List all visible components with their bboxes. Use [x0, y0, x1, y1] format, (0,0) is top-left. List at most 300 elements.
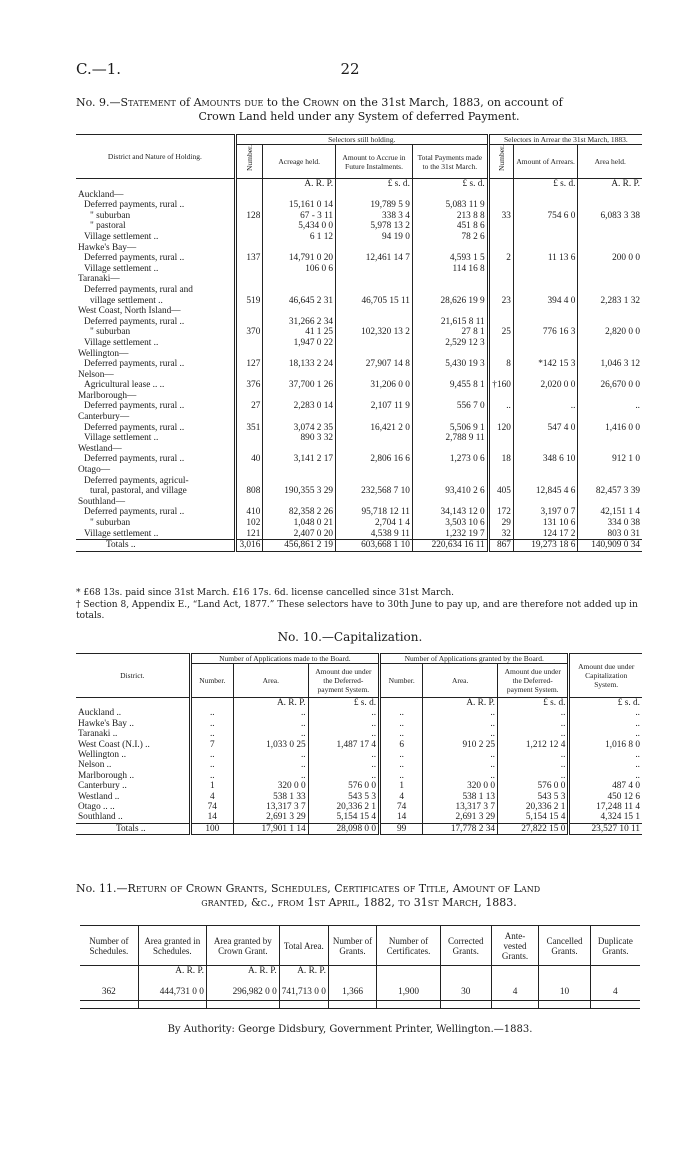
- cell-n2: ..: [380, 719, 423, 729]
- cell-tot: 5,506 9 1: [412, 423, 488, 434]
- cell-a: ..: [233, 729, 308, 739]
- cell-c: 4,324 15 1: [569, 812, 642, 823]
- cell-m: 5,154 15 4: [308, 812, 379, 823]
- cell-n2: [488, 317, 513, 328]
- cell-arr: 11 13 6: [513, 253, 578, 264]
- cell-n: [235, 190, 263, 201]
- cell-area: [578, 243, 642, 254]
- table-row: [76, 243, 642, 254]
- unit-label: [80, 966, 138, 977]
- unit-money: £ s. d.: [308, 698, 379, 709]
- cell-d: West Coast (N.I.) ..: [78, 739, 150, 750]
- table-row: [76, 274, 642, 285]
- cell-area: 803 0 31: [578, 529, 642, 540]
- table-row: [76, 433, 642, 444]
- table-row: [76, 338, 642, 349]
- cell-acre: 15,161 0 14: [263, 200, 336, 211]
- cell-n2: 4: [380, 792, 423, 802]
- table-row: [76, 740, 642, 750]
- cell-n: [235, 317, 263, 328]
- cell-a: 320 0 0: [233, 781, 308, 791]
- cell-d: Nelson ..: [78, 760, 112, 771]
- column-header: Corrected Grants.: [440, 926, 491, 966]
- cell-n2: ..: [380, 760, 423, 770]
- col-area-granted: Area.: [423, 664, 498, 698]
- cell-accr: [336, 349, 413, 360]
- cell-acre: 82,358 2 26: [263, 507, 336, 518]
- cell-tot: 1,232 19 7: [412, 529, 488, 540]
- cell-value: 1,900: [377, 976, 441, 1008]
- cell-arr: [513, 190, 578, 201]
- cell-n2: ..: [380, 771, 423, 781]
- cell-acre: [263, 476, 336, 487]
- cell-n: 127: [235, 359, 263, 370]
- table9-title: No. 9.—Statement of Amounts due to the Crown on the 31st March, 1883, on account of Crown Land held under any System of deferred Payment.: [76, 96, 563, 123]
- table-row: [76, 264, 642, 275]
- unit-label: A. R. P.: [206, 966, 279, 977]
- unit-label: [590, 966, 640, 977]
- cell-area: 912 1 0: [578, 454, 642, 465]
- cell-n: 410: [235, 507, 263, 518]
- cell-n2: [488, 476, 513, 487]
- cell-arr: [513, 433, 578, 444]
- cell-d: tural, pastoral, and village: [90, 486, 187, 497]
- cell-n: 121: [235, 529, 263, 540]
- cell-n: 102: [235, 518, 263, 529]
- column-header: Number of Schedules.: [80, 926, 138, 966]
- cell-value: 296,982 0 0: [206, 976, 279, 1008]
- unit-money: £ s. d.: [498, 698, 569, 709]
- cell-value: 741,713 0 0: [279, 976, 328, 1008]
- cell-area: [578, 391, 642, 402]
- table-row: [76, 518, 642, 529]
- cell-area: [578, 465, 642, 476]
- cell-area: [578, 232, 642, 243]
- cell-tot: 4,593 1 5: [412, 253, 488, 264]
- cell-n2: 120: [488, 423, 513, 434]
- cell-d: Nelson—: [78, 369, 114, 380]
- cell-n: 27: [235, 401, 263, 412]
- cell-n: [235, 370, 263, 381]
- table-row: [76, 529, 642, 540]
- col-amount-deferred: Amount due under the Deferred-payment System.: [308, 664, 379, 698]
- cell-a2: 538 1 13: [423, 792, 498, 802]
- col-acreage: Acreage held.: [263, 145, 336, 179]
- cell-n: [235, 497, 263, 508]
- cell-tot: [412, 465, 488, 476]
- cell-m: 543 5 3: [308, 792, 379, 802]
- cell-d: Deferred payments, rural ..: [84, 507, 185, 518]
- cell-a: ..: [233, 760, 308, 770]
- column-header: Ante-vested Grants.: [491, 926, 539, 966]
- cell-n2: [488, 243, 513, 254]
- cell-n: ..: [190, 750, 233, 760]
- cell-acre: 2,407 0 20: [263, 529, 336, 540]
- cell-n2: 8: [488, 359, 513, 370]
- cell-m: 20,336 2 1: [308, 802, 379, 812]
- cell-acre: [263, 370, 336, 381]
- cell-tot: [412, 412, 488, 423]
- cell-n: [235, 221, 263, 232]
- table-row: [76, 497, 642, 508]
- cell-m2: ..: [498, 719, 569, 729]
- cell-a2: ..: [423, 750, 498, 760]
- table-row: [76, 729, 642, 739]
- cell-n2: [488, 264, 513, 275]
- cell-d: Otago—: [78, 465, 111, 476]
- cell-acre: [263, 285, 336, 296]
- cell-tot: [412, 243, 488, 254]
- cell-arr: [513, 232, 578, 243]
- cell-n2: [488, 285, 513, 296]
- cell-c: ..: [569, 719, 642, 729]
- cell-d: Otago .. ..: [78, 802, 115, 813]
- cell-accr: [336, 285, 413, 296]
- unit-money: £ s. d.: [412, 179, 488, 190]
- cell-area: [578, 338, 642, 349]
- cell-a: 2,691 3 29: [233, 812, 308, 823]
- cell-n2: ..: [488, 401, 513, 412]
- cell-d: Village settlement ..: [84, 337, 159, 348]
- cell-d: Village settlement ..: [84, 433, 159, 444]
- table11-title: No. 11.—Return of Crown Grants, Schedules, Certificates of Title, Amount of Land granted, &c., from 1st April, 1882, to 31st March, 1883.: [76, 882, 541, 909]
- cell-tot: [412, 274, 488, 285]
- cell-n: 4: [190, 792, 233, 802]
- cell-area: 6,083 3 38: [578, 211, 642, 222]
- table-row: [76, 465, 642, 476]
- cell-arr: [513, 349, 578, 360]
- cell-arr: 776 16 3: [513, 327, 578, 338]
- cell-c: 1,016 8 0: [569, 740, 642, 750]
- cell-m2: ..: [498, 750, 569, 760]
- cell-d: Westland ..: [78, 791, 120, 802]
- table-row: [76, 760, 642, 770]
- cell-c: ..: [569, 771, 642, 781]
- col-capitalization: Amount due under Capitalization System.: [569, 654, 642, 698]
- cell-accr: [336, 497, 413, 508]
- cell-n2: 1: [380, 781, 423, 791]
- unit-area: A. R. P.: [578, 179, 642, 190]
- cell-a2: 13,317 3 7: [423, 802, 498, 812]
- cell-arr: 754 6 0: [513, 211, 578, 222]
- cell-m: ..: [308, 760, 379, 770]
- col-number-arrear: Number.: [496, 145, 506, 172]
- table-row: [76, 370, 642, 381]
- cell-n2: 2: [488, 253, 513, 264]
- cell-n2: [488, 497, 513, 508]
- cell-tot: 5,430 19 3: [412, 359, 488, 370]
- cell-acre: 46,645 2 31: [263, 296, 336, 307]
- cell-arr: [513, 243, 578, 254]
- cell-a: ..: [233, 750, 308, 760]
- group-granted: Number of Applications granted by the Board.: [380, 654, 569, 664]
- cell-tot: 34,143 12 0: [412, 507, 488, 518]
- cell-n: 1: [190, 781, 233, 791]
- cell-acre: 106 0 6: [263, 264, 336, 275]
- cell-area: [578, 221, 642, 232]
- cell-accr: 16,421 2 0: [336, 423, 413, 434]
- cell-n: [235, 338, 263, 349]
- table-row: [76, 221, 642, 232]
- cell-area: [578, 497, 642, 508]
- cell-a2: 2,691 3 29: [423, 812, 498, 823]
- cell-accr: [336, 338, 413, 349]
- cell-d: Wellington—: [78, 348, 129, 359]
- cell-d: Taranaki ..: [78, 729, 118, 740]
- table-row: [76, 454, 642, 465]
- unit-label: A. R. P.: [279, 966, 328, 977]
- table9-totals-row: Totals .. 3,016 456,861 2 19 603,668 1 10 220,634 16 11 867 19,273 18 6 140,909 0 34: [76, 540, 642, 552]
- cell-accr: 94 19 0: [336, 232, 413, 243]
- document-reference: C.—1.: [76, 60, 122, 78]
- cell-accr: 12,461 14 7: [336, 253, 413, 264]
- cell-acre: 3,074 2 35: [263, 423, 336, 434]
- cell-n2: †160: [488, 380, 513, 391]
- cell-n2: ..: [380, 750, 423, 760]
- cell-area: [578, 317, 642, 328]
- cell-m: ..: [308, 729, 379, 739]
- unit-acre: A. R. P.: [263, 179, 336, 190]
- cell-d: Deferred payments, rural ..: [84, 253, 185, 264]
- cell-tot: [412, 476, 488, 487]
- cell-area: ..: [578, 401, 642, 412]
- page-number: 22: [340, 60, 360, 78]
- cell-acre: [263, 391, 336, 402]
- cell-area: 26,670 0 0: [578, 380, 642, 391]
- cell-d: " suburban: [90, 210, 131, 221]
- cell-n: 376: [235, 380, 263, 391]
- cell-m2: 1,212 12 4: [498, 740, 569, 750]
- cell-arr: [513, 338, 578, 349]
- cell-n2: 405: [488, 486, 513, 497]
- table9-footnote-2: † Section 8, Appendix E., “Land Act, 1877.” These selectors have to 30th June to pay up, and are therefore not added up in totals.: [76, 600, 638, 621]
- cell-arr: [513, 285, 578, 296]
- cell-d: Deferred payments, rural ..: [84, 454, 185, 465]
- cell-tot: 28,626 19 9: [412, 296, 488, 307]
- group-made: Number of Applications made to the Board.: [190, 654, 379, 664]
- cell-m2: 5,154 15 4: [498, 812, 569, 823]
- cell-n2: [488, 465, 513, 476]
- cell-acre: [263, 444, 336, 455]
- cell-n: [235, 232, 263, 243]
- cell-acre: 31,266 2 34: [263, 317, 336, 328]
- cell-a: 538 1 33: [233, 792, 308, 802]
- cell-a2: 910 2 25: [423, 740, 498, 750]
- cell-n2: 33: [488, 211, 513, 222]
- cell-acre: 67 - 3 11: [263, 211, 336, 222]
- cell-tot: [412, 391, 488, 402]
- cell-acre: 41 1 25: [263, 327, 336, 338]
- table-row: [76, 253, 642, 264]
- cell-accr: 2,107 11 9: [336, 401, 413, 412]
- cell-d: Southland—: [78, 496, 126, 507]
- cell-value: 362: [80, 976, 138, 1008]
- cell-c: 450 12 6: [569, 792, 642, 802]
- cell-d: Deferred payments, rural ..: [84, 359, 185, 370]
- unit-label: A. R. P.: [138, 966, 206, 977]
- cell-accr: 5,978 13 2: [336, 221, 413, 232]
- cell-m2: ..: [498, 729, 569, 739]
- cell-accr: 102,320 13 2: [336, 327, 413, 338]
- cell-a: ..: [233, 771, 308, 781]
- cell-n2: [488, 232, 513, 243]
- cell-area: [578, 370, 642, 381]
- cell-c: ..: [569, 750, 642, 760]
- table-row: [76, 750, 642, 760]
- cell-n2: 18: [488, 454, 513, 465]
- cell-m: ..: [308, 719, 379, 729]
- cell-acre: 3,141 2 17: [263, 454, 336, 465]
- group-arrear: Selectors in Arrear the 31st March, 1883.: [488, 135, 642, 145]
- table-row: [76, 200, 642, 211]
- cell-accr: [336, 465, 413, 476]
- cell-n: [235, 200, 263, 211]
- cell-accr: 4,538 9 11: [336, 529, 413, 540]
- cell-n: 519: [235, 296, 263, 307]
- cell-d: Westland—: [78, 443, 122, 454]
- unit-label: [377, 966, 441, 977]
- table-row: [76, 412, 642, 423]
- cell-area: [578, 285, 642, 296]
- table11-crown-grants: [80, 925, 640, 1009]
- cell-tot: 9,455 8 1: [412, 380, 488, 391]
- cell-value: 30: [440, 976, 491, 1008]
- cell-n: [235, 433, 263, 444]
- unit-label: [491, 966, 539, 977]
- cell-n2: 172: [488, 507, 513, 518]
- table-row: [76, 812, 642, 823]
- cell-m2: ..: [498, 708, 569, 718]
- cell-accr: 27,907 14 8: [336, 359, 413, 370]
- divider: [80, 1000, 640, 1001]
- cell-area: [578, 433, 642, 444]
- cell-m2: 20,336 2 1: [498, 802, 569, 812]
- cell-arr: 2,020 0 0: [513, 380, 578, 391]
- unit-money: £ s. d.: [513, 179, 578, 190]
- cell-n: 7: [190, 740, 233, 750]
- cell-n2: 25: [488, 327, 513, 338]
- col-amount-deferred-granted: Amount due under the Deferred-payment System.: [498, 664, 569, 698]
- cell-arr: 348 6 10: [513, 454, 578, 465]
- cell-tot: [412, 444, 488, 455]
- cell-area: 1,046 3 12: [578, 359, 642, 370]
- unit-area: A. R. P.: [423, 698, 498, 709]
- cell-a2: ..: [423, 719, 498, 729]
- cell-d: " pastoral: [90, 221, 126, 232]
- cell-n2: [488, 370, 513, 381]
- column-header: Duplicate Grants.: [590, 926, 640, 966]
- cell-acre: [263, 465, 336, 476]
- cell-n2: ..: [380, 729, 423, 739]
- cell-arr: 394 4 0: [513, 296, 578, 307]
- column-header: Number of Certificates.: [377, 926, 441, 966]
- cell-c: 17,248 11 4: [569, 802, 642, 812]
- cell-n: ..: [190, 708, 233, 718]
- table-row: [76, 771, 642, 781]
- cell-m2: 543 5 3: [498, 792, 569, 802]
- table-row: [76, 781, 642, 791]
- cell-acre: [263, 349, 336, 360]
- table-row: [76, 359, 642, 370]
- cell-arr: [513, 317, 578, 328]
- cell-d: Canterbury ..: [78, 781, 127, 792]
- cell-accr: [336, 476, 413, 487]
- cell-a: ..: [233, 719, 308, 729]
- cell-value: 10: [539, 976, 590, 1008]
- cell-n: 40: [235, 454, 263, 465]
- table-row: [76, 296, 642, 307]
- cell-a2: 320 0 0: [423, 781, 498, 791]
- table-row: [76, 719, 642, 729]
- cell-n: [235, 285, 263, 296]
- cell-d: " suburban: [90, 327, 131, 338]
- table10-title: No. 10.—Capitalization.: [277, 630, 423, 644]
- table-row: [76, 232, 642, 243]
- cell-accr: [336, 370, 413, 381]
- col-district: District and Nature of Holding.: [76, 135, 235, 179]
- cell-a: 1,033 0 25: [233, 740, 308, 750]
- table-row: [76, 190, 642, 201]
- cell-a2: ..: [423, 760, 498, 770]
- cell-n2: 29: [488, 518, 513, 529]
- cell-n: [235, 412, 263, 423]
- cell-n: 351: [235, 423, 263, 434]
- table-row: [76, 327, 642, 338]
- cell-d: Village settlement ..: [84, 528, 159, 539]
- cell-d: Southland ..: [78, 812, 123, 823]
- table-row: [76, 349, 642, 360]
- cell-tot: [412, 306, 488, 317]
- cell-n2: [488, 190, 513, 201]
- cell-arr: [513, 412, 578, 423]
- unit-money: £ s. d.: [336, 179, 413, 190]
- col-accrue: Amount to Accrue in Future Instalments.: [336, 145, 413, 179]
- cell-d: Marlborough ..: [78, 770, 135, 781]
- cell-area: [578, 264, 642, 275]
- cell-arr: 12,845 4 6: [513, 486, 578, 497]
- cell-tot: 213 8 8: [412, 211, 488, 222]
- cell-accr: 2,806 16 6: [336, 454, 413, 465]
- cell-d: Hawke's Bay ..: [78, 718, 134, 729]
- col-area-held: Area held.: [578, 145, 642, 179]
- table-row: [76, 476, 642, 487]
- cell-a: ..: [233, 708, 308, 718]
- cell-m: 1,487 17 4: [308, 740, 379, 750]
- table-row: [76, 444, 642, 455]
- cell-d: " suburban: [90, 518, 131, 528]
- cell-arr: [513, 444, 578, 455]
- cell-n2: [488, 412, 513, 423]
- cell-n2: [488, 391, 513, 402]
- group-still-holding: Selectors still holding.: [235, 135, 488, 145]
- cell-n2: 23: [488, 296, 513, 307]
- cell-n2: [488, 349, 513, 360]
- cell-n: 370: [235, 327, 263, 338]
- col-total-payments: Total Payments made to the 31st March.: [412, 145, 488, 179]
- cell-area: 82,457 3 39: [578, 486, 642, 497]
- table9-deferred-payments: [76, 134, 642, 552]
- cell-tot: 3,503 10 6: [412, 518, 488, 529]
- cell-c: 487 4 0: [569, 781, 642, 791]
- cell-tot: 78 2 6: [412, 232, 488, 243]
- table-row: [76, 317, 642, 328]
- cell-c: ..: [569, 708, 642, 718]
- cell-d: Village settlement ..: [84, 263, 159, 274]
- cell-accr: 232,568 7 10: [336, 486, 413, 497]
- table-row: [76, 423, 642, 434]
- cell-tot: [412, 285, 488, 296]
- cell-d: Canterbury—: [78, 412, 130, 423]
